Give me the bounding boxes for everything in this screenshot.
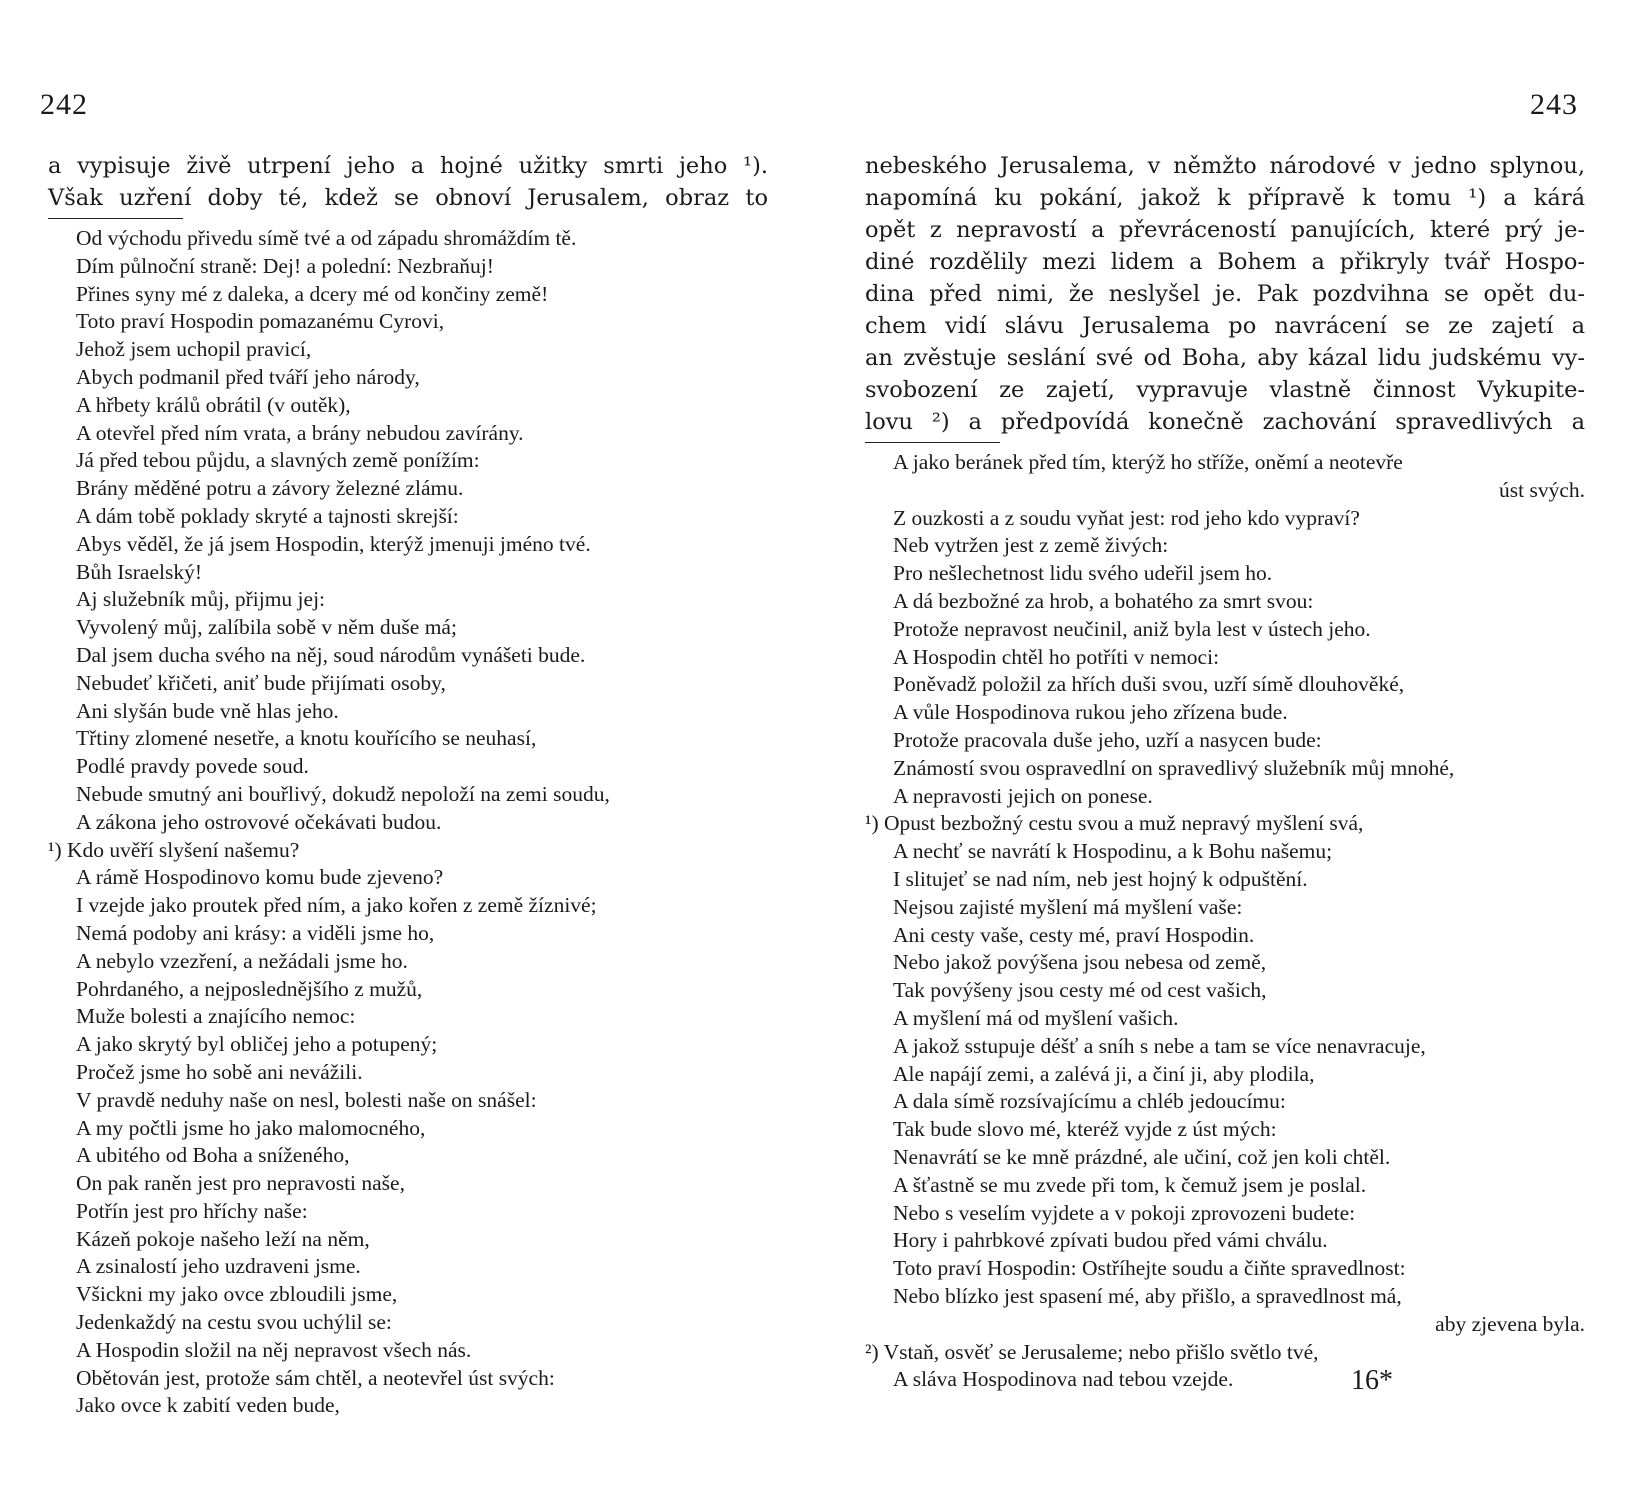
body-line: diné rozdělily mezi lidem a Bohem a přikryly tvář Hospo- bbox=[865, 249, 1585, 275]
body-line: an zvěstuje seslání své od Boha, aby kázal lidu judskému vy- bbox=[865, 345, 1585, 371]
body-line: dina před nimi, že neslyšel je. Pak pozdvihna se opět du- bbox=[865, 281, 1585, 307]
footnote-line: A nechť se navrátí k Hospodinu, a k Bohu našemu; bbox=[893, 839, 1333, 864]
footnote-line: A zákona jeho ostrovové očekávati budou. bbox=[76, 809, 442, 834]
footnote-line: A hřbety králů obrátil (v outěk), bbox=[76, 392, 351, 417]
footnote-line: Pro nešlechetnost lidu svého udeřil jsem ho. bbox=[893, 561, 1273, 586]
footnote-line: Vyvolený můj, zalíbila sobě v něm duše má; bbox=[76, 615, 457, 640]
footnote-line: Bůh Israelský! bbox=[76, 559, 202, 584]
footnote-line: Všickni my jako ovce zbloudili jsme, bbox=[76, 1282, 398, 1307]
footnotes bbox=[865, 449, 1585, 1394]
footnote-line: V pravdě neduhy naše on nesl, bolesti naše on snášel: bbox=[76, 1087, 537, 1112]
footnote-line: Nebudeť křičeti, aniť bude přijímati osoby, bbox=[76, 670, 446, 695]
footnote-start-line: ²) Vstaň, osvěť se Jerusaleme; nebo přišlo světlo tvé, bbox=[865, 1339, 1319, 1364]
footnote-line: A šťastně se mu zvede při tom, k čemuž jsem je poslal. bbox=[893, 1172, 1367, 1197]
footnote-line: Protože pracovala duše jeho, uzří a nasycen bude: bbox=[893, 727, 1322, 752]
footnote-rule bbox=[865, 442, 1000, 443]
footnote-line: Brány měděné potru a závory železné zlámu. bbox=[76, 476, 464, 501]
footnote-line: I slitujeť se nad ním, neb jest hojný k odpuštění. bbox=[893, 866, 1308, 891]
footnote-start-line: ¹) Kdo uvěří slyšení našemu? bbox=[48, 837, 300, 862]
footnote-line: Nejsou zajisté myšlení má myšlení vaše: bbox=[893, 894, 1243, 919]
footnote-line: Ani slyšán bude vně hlas jeho. bbox=[76, 698, 339, 723]
body-line: chem vidí slávu Jerusalema po navrácení se ze zajetí a bbox=[865, 313, 1585, 339]
footnote-line: Nemá podoby ani krásy: a viděli jsme ho, bbox=[76, 920, 435, 945]
footnote-line: Jako ovce k zabití veden bude, bbox=[76, 1393, 340, 1418]
footnote-line: Protože nepravost neučinil, aniž byla lest v ústech jeho. bbox=[893, 616, 1371, 641]
footnote-line: Tak bude slovo mé, kteréž vyjde z úst mých: bbox=[893, 1117, 1277, 1142]
footnote-line: Toto praví Hospodin pomazanému Cyrovi, bbox=[76, 309, 445, 334]
footnote-line: Nebo s veselím vyjdete a v pokoji zprovozeni budete: bbox=[893, 1200, 1356, 1225]
footnote-line: aby zjevena byla. bbox=[1435, 1311, 1585, 1336]
footnote-line: Hory i pahrbkové zpívati budou před vámi chválu. bbox=[893, 1228, 1328, 1253]
footnote-line: Poněvadž položil za hřích duši svou, uzří símě dlouhověké, bbox=[893, 672, 1405, 697]
footnote-line: A sláva Hospodinova nad tebou vzejde. bbox=[893, 1367, 1234, 1392]
footnote-line: A myšlení má od myšlení vašich. bbox=[893, 1005, 1179, 1030]
footnote-line: Dím půlnoční straně: Dej! a polední: Nezbraňuj! bbox=[76, 253, 494, 278]
footnote-line: Pročež jsme ho sobě ani nevážili. bbox=[76, 1059, 363, 1084]
footnote-line: Podlé pravdy povede soud. bbox=[76, 754, 309, 779]
body-line: Však uzření doby té, kdež se obnoví Jerusalem, obraz to bbox=[48, 185, 768, 211]
footnote-line: A Hospodin chtěl ho potříti v nemoci: bbox=[893, 644, 1220, 669]
footnote-line: A jako beránek před tím, kterýž ho stříže, oněmí a neotevře bbox=[893, 450, 1403, 474]
footnote-line: A my počtli jsme ho jako malomocného, bbox=[76, 1115, 426, 1140]
footnote-line: A dám tobě poklady skryté a tajnosti skrejší: bbox=[76, 503, 459, 528]
footnote-line: Nebude smutný ani bouřlivý, dokudž nepoloží na zemi soudu, bbox=[76, 781, 610, 806]
footnote-line: A otevřel před ním vrata, a brány nebudou zavírány. bbox=[76, 420, 524, 445]
footnotes bbox=[48, 225, 768, 1420]
footnote-line: Já před tebou půjdu, a slavných země ponížím: bbox=[76, 448, 480, 473]
footnote-line: A vůle Hospodinova rukou jeho zřízena bude. bbox=[893, 700, 1288, 725]
body-line: svobození ze zajetí, vypravuje vlastně činnost Vykupite- bbox=[865, 377, 1585, 403]
body-line: opět z nepravostí a převráceností panujících, které prý je- bbox=[865, 217, 1585, 243]
body-text bbox=[48, 150, 768, 1420]
footnote-line: A nepravosti jejich on ponese. bbox=[893, 783, 1153, 808]
body-text bbox=[865, 150, 1585, 1394]
footnote-line: Potřín jest pro hříchy naše: bbox=[76, 1198, 308, 1223]
footnote-line: On pak raněn jest pro nepravosti naše, bbox=[76, 1171, 405, 1196]
body-line: lovu ²) a předpovídá konečně zachování spravedlivých a bbox=[865, 409, 1585, 435]
footnote-line: Ale napájí zemi, a zalévá ji, a činí ji, aby plodila, bbox=[893, 1061, 1315, 1086]
footnote-line: A jako skrytý byl obličej jeho a potupený; bbox=[76, 1032, 438, 1057]
footnote-line: A dá bezbožné za hrob, a bohatého za smrt svou: bbox=[893, 588, 1314, 613]
footnote-line: Třtiny zlomené nesetře, a knotu kouřícího se neuhasí, bbox=[76, 726, 537, 751]
footnote-line: Obětován jest, protože sám chtěl, a neotevřel úst svých: bbox=[76, 1365, 555, 1390]
footnote-line: Ani cesty vaše, cesty mé, praví Hospodin. bbox=[893, 922, 1255, 947]
footnote-line: Tak povýšeny jsou cesty mé od cest vašich, bbox=[893, 978, 1267, 1003]
footnote-line: A rámě Hospodinovo komu bude zjeveno? bbox=[76, 865, 444, 890]
footnote-line: Neb vytržen jest z země živých: bbox=[893, 533, 1169, 558]
footnote-line: Známostí svou ospravedlní on spravedlivý služebník můj mnohé, bbox=[893, 755, 1455, 780]
footnote-line: Dal jsem ducha svého na něj, soud národům vynášeti bude. bbox=[76, 642, 586, 667]
footnote-line: I vzejde jako proutek před ním, a jako kořen z země žíznivé; bbox=[76, 893, 597, 918]
footnote-line: A nebylo vzezření, a nežádali jsme ho. bbox=[76, 948, 408, 973]
footnote-line: Nenavrátí se ke mně prázdné, ale učiní, což jen koli chtěl. bbox=[893, 1144, 1391, 1169]
footnote-line: Aj služebník můj, přijmu jej: bbox=[76, 587, 326, 612]
footnote-line: Pohrdaného, a nejposlednějšího z mužů, bbox=[76, 976, 423, 1001]
footnote-line: Z ouzkosti a z soudu vyňat jest: rod jeho kdo vypraví? bbox=[893, 505, 1360, 530]
footnote-rule bbox=[48, 218, 183, 219]
footnote-line: A zsinalostí jeho uzdraveni jsme. bbox=[76, 1254, 361, 1279]
footnote-line: úst svých. bbox=[1499, 477, 1585, 502]
footnote-line: Přines syny mé z daleka, a dcery mé od končiny země! bbox=[76, 281, 549, 306]
footnote-line: Nebo blízko jest spasení mé, aby přišlo, a spravedlnost má, bbox=[893, 1283, 1402, 1308]
footnote-start-line: ¹) Opust bezbožný cestu svou a muž nepravý myšlení svá, bbox=[865, 811, 1364, 836]
page-number: 242 bbox=[40, 88, 88, 121]
right-page bbox=[815, 0, 1630, 1500]
footnote-line: A dala símě rozsívajícímu a chléb jedoucímu: bbox=[893, 1089, 1286, 1114]
footnote-line: Jehož jsem uchopil pravicí, bbox=[76, 337, 312, 362]
footnote-line: Od východu přivedu símě tvé a od západu shromáždím tě. bbox=[76, 226, 577, 250]
footnote-line: Toto praví Hospodin: Ostříhejte soudu a čiňte spravedlnost: bbox=[893, 1256, 1406, 1281]
footnote-line: Muže bolesti a znajícího nemoc: bbox=[76, 1004, 356, 1029]
footnote-line: A ubitého od Boha a sníženého, bbox=[76, 1143, 350, 1168]
body-line: nebeského Jerusalema, v němžto národové v jedno splynou, bbox=[865, 153, 1585, 179]
footnote-line: Abych podmanil před tváří jeho národy, bbox=[76, 364, 420, 389]
footnote-line: Jedenkaždý na cestu svou uchýlil se: bbox=[76, 1310, 392, 1335]
footnote-line: A Hospodin složil na něj nepravost všech nás. bbox=[76, 1337, 472, 1362]
body-line: a vypisuje živě utrpení jeho a hojné užitky smrti jeho ¹). bbox=[48, 153, 768, 179]
page-number: 243 bbox=[1530, 88, 1578, 121]
body-line: napomíná ku pokání, jakož k přípravě k tomu ¹) a kárá bbox=[865, 185, 1585, 211]
footnote-line: Nebo jakož povýšena jsou nebesa od země, bbox=[893, 950, 1267, 975]
footnote-line: Kázeň pokoje našeho leží na něm, bbox=[76, 1226, 370, 1251]
footnote-line: A jakož sstupuje déšť a sníh s nebe a tam se více nenavracuje, bbox=[893, 1033, 1426, 1058]
footnote-line: Abys věděl, že já jsem Hospodin, kterýž jmenuji jméno tvé. bbox=[76, 531, 591, 556]
signature-mark: 16* bbox=[1351, 1365, 1393, 1396]
